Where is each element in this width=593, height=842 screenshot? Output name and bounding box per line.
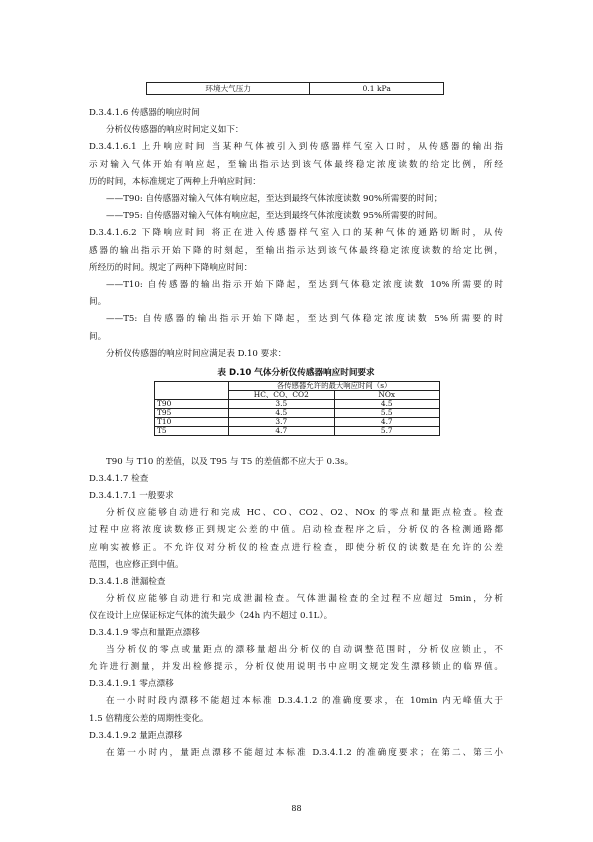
text-line: 间。 xyxy=(89,297,107,308)
cell-nox: 5.7 xyxy=(334,427,439,436)
cell-nox: 4.5 xyxy=(334,400,439,409)
text-line: 在一小时时段内漂移不能超过本标准 D.3.4.1.2 的准确度要求，在 10min 内无峰值大于 xyxy=(106,696,503,707)
text-line: ——T5: 自传感器的输出指示开始下降起，至达到气体稳定浓度读数 5%所需要的时 xyxy=(106,314,503,325)
text-line: 1.5 倍精度公差的周期性变化。 xyxy=(89,713,209,724)
text-line: D.3.4.1.6.2 下降响应时间 将正在进入传感器样气室入口的某种气体的通路切断时，从传 xyxy=(89,228,503,239)
environment-table xyxy=(146,82,444,95)
table-row xyxy=(155,400,440,409)
text-line: D.3.4.1.9 零点和量距点漂移 xyxy=(89,628,200,638)
table-col-header-hc: HC、CO、CO2 xyxy=(229,391,334,400)
text-line: 历的时间，本标准规定了两种上升响应时间： xyxy=(89,176,261,187)
cell-nox: 4.7 xyxy=(334,418,439,427)
text-line: 分析仪传感器的响应时间应满足表 D.10 要求： xyxy=(106,348,287,359)
cell-hc: 4.5 xyxy=(229,409,334,418)
text-line: 感器的输出指示开始下降的时刻起，至输出指示达到该气体最终稳定浓度读数的给定比例， xyxy=(89,245,503,256)
text-line: 仪在设计上应保证标定气体的流失最少（24h 内不超过 0.1L）。 xyxy=(89,610,333,621)
text-line: D.3.4.1.9.1 零点漂移 xyxy=(89,679,174,690)
row-label: T95 xyxy=(155,409,229,418)
cell-hc: 3.5 xyxy=(229,400,334,409)
text-line: D.3.4.1.8 泄漏检查 xyxy=(89,576,166,587)
table-group-header: 各传感器允许的最大响应时间（s） xyxy=(229,382,440,391)
text-line: D.3.4.1.6.1 上升响应时间 当某种气体被引入到传感器样气室入口时，从传感器的输出指 xyxy=(89,142,503,153)
text-line: 过程中应将浓度读数修正到规定公差的中值。启动检查程序之后，分析仪的各检测通路都 xyxy=(89,525,503,536)
text-line: ——T95: 自传感器对输入气体有响应起，至达到最终气体浓度读数 95%所需要的时间。 xyxy=(106,211,443,222)
env-label-cell: 环境大气压力 xyxy=(147,83,310,95)
text-line: ——T90: 自传感器对输入气体有响应起，至达到最终气体浓度读数 90%所需要的时间； xyxy=(106,194,443,204)
text-line: 分析仪传感器的响应时间定义如下： xyxy=(106,125,244,136)
cell-nox: 5.5 xyxy=(334,409,439,418)
text-line: 应响实被修正。不允许仪对分析仪的检查点进行检查，即使分析仪的读数是在允许的公差 xyxy=(89,542,503,553)
text-line: 分析仪应能够自动进行和完成泄漏检查。气体泄漏检查的全过程不应超过 5min，分析 xyxy=(106,593,503,604)
env-value-cell: 0.1 kPa xyxy=(310,83,444,95)
text-line: D.3.4.1.7 检查 xyxy=(89,474,149,485)
cell-hc: 3.7 xyxy=(229,418,334,427)
table-row xyxy=(155,427,440,436)
text-line: 所经历的时间。规定了两种下降响应时间： xyxy=(89,262,253,273)
cell-hc: 4.7 xyxy=(229,427,334,436)
text-line: D.3.4.1.6 传感器的响应时间 xyxy=(89,108,200,118)
text-line: 在第一小时内，量距点漂移不能超过本标准 D.3.4.1.2 的准确度要求；在第二、第三小 xyxy=(106,747,503,758)
text-line: 允许进行测量，并发出检修提示，分析仪使用说明书中应明文规定发生漂移锁止的临界值。 xyxy=(89,662,503,673)
table-corner-cell xyxy=(155,382,229,400)
row-label: T5 xyxy=(155,427,229,436)
table-row xyxy=(155,409,440,418)
text-line: T90 与 T10 的差值，以及 T95 与 T5 的差值都不应大于 0.3s。 xyxy=(106,457,354,467)
page-number: 88 xyxy=(291,804,302,813)
table-caption: 表 D.10 气体分析仪传感器响应时间要求 xyxy=(217,368,375,378)
text-line: D.3.4.1.9.2 量距点漂移 xyxy=(89,730,183,741)
text-line: 分析仪应能够自动进行和完成 HC、CO、CO2、O2、NOx 的零点和量距点检查。检查 xyxy=(106,508,503,519)
table-row xyxy=(155,418,440,427)
table-col-header-nox: NOx xyxy=(334,391,439,400)
row-label: T90 xyxy=(155,400,229,409)
text-line: ——T10: 自传感器的输出指示开始下降起，至达到气体稳定浓度读数 10%所需要的时 xyxy=(106,280,503,290)
row-label: T10 xyxy=(155,418,229,427)
text-line: 当分析仪的零点或量距点的漂移量超出分析仪的自动调整范围时，分析仪应锁止，不 xyxy=(106,645,503,656)
response-time-table xyxy=(154,381,440,436)
text-line: 示对输入气体开始有响应起，至输出指示达到该气体最终稳定浓度读数的给定比例，所经 xyxy=(89,159,503,170)
text-line: D.3.4.1.7.1 一般要求 xyxy=(89,491,174,502)
text-line: 范围，也应修正到中值。 xyxy=(89,559,184,570)
text-line: 间。 xyxy=(89,331,107,342)
